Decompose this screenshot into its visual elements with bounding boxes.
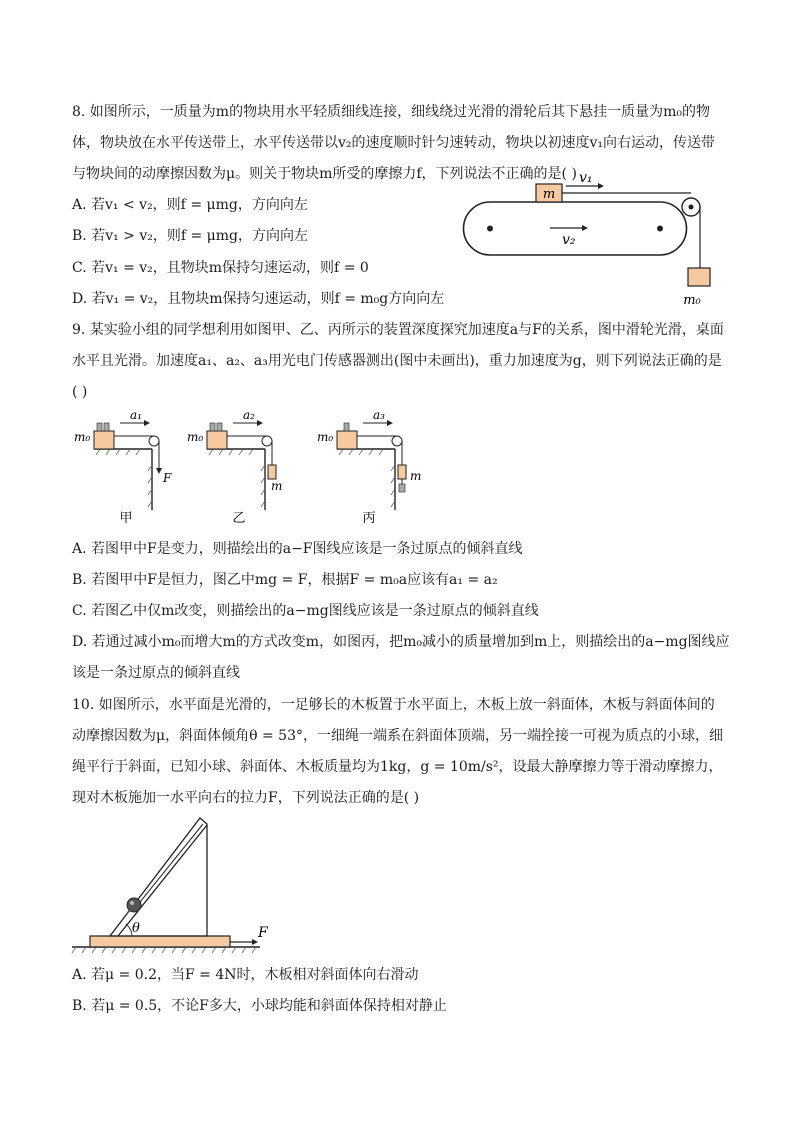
q9-stem-line: ( ) — [72, 384, 88, 400]
theta-label: θ — [132, 921, 140, 936]
q9-option-c[interactable]: C. 若图乙中仅m改变，则描绘出的a−mg图线应该是一条过原点的倾斜直线 — [72, 603, 539, 619]
q10-stem-line: 动摩擦因数为μ，斜面体倾角θ = 53°，一细绳一端系在斜面体顶端，另一端拴接一可视为质点的小球，细 — [72, 728, 723, 744]
q9-figure-yi — [183, 410, 303, 530]
q8-option-a[interactable]: A. 若v₁ < v₂，则f = μmg，方向向左 — [72, 197, 308, 213]
svg-text:m: m — [271, 479, 283, 493]
v1-label: v₁ — [579, 170, 593, 186]
caption-yi: 乙 — [232, 511, 246, 526]
q9-option-b[interactable]: B. 若图甲中F是恒力，图乙中mg = F，根据F = m₀a应该有a₁ = a₂ — [72, 572, 498, 588]
caption-bing: 丙 — [362, 511, 376, 526]
block-m-label: m — [542, 187, 556, 202]
svg-text:a₁: a₁ — [130, 408, 142, 422]
force-f-label: F — [258, 925, 268, 941]
q9-stem-line: 水平且光滑。加速度a₁、a₂、a₃用光电门传感器测出(图中未画出)，重力加速度为g，则下列说法正确的是 — [72, 353, 722, 369]
q8-option-d[interactable]: D. 若v₁ = v₂，且物块m保持匀速运动，则f = m₀g方向向左 — [72, 291, 445, 307]
q8-stem-line: 8. 如图所示，一质量为m的物块用水平轻质细线连接，细线绕过光滑的滑轮后其下悬挂一质量为m₀的物 — [72, 104, 710, 120]
v2-label: v₂ — [562, 232, 576, 248]
hanging-mass-label: m₀ — [683, 293, 701, 308]
svg-text:m₀: m₀ — [187, 430, 204, 444]
q10-option-b[interactable]: B. 若μ = 0.5，不论F多大，小球均能和斜面体保持相对静止 — [72, 998, 447, 1014]
svg-text:m₀: m₀ — [317, 430, 334, 444]
wooden-board — [90, 936, 230, 947]
q9-option-d-cont: 该是一条过原点的倾斜直线 — [72, 665, 240, 681]
q8-conveyor-figure — [470, 170, 730, 310]
q9-figure-jia — [70, 410, 190, 530]
q9-option-a[interactable]: A. 若图甲中F是变力，则描绘出的a−F图线应该是一条过原点的倾斜直线 — [72, 541, 523, 557]
q8-stem-line: 体，物块放在水平传送带上，水平传送带以v₂的速度顺时针匀速转动，物块以初速度v₁向右运动，传送带 — [72, 135, 716, 151]
svg-text:F: F — [163, 471, 172, 485]
svg-text:m₀: m₀ — [74, 430, 91, 444]
svg-text:m: m — [410, 469, 422, 483]
caption-jia: 甲 — [119, 511, 133, 526]
q9-option-d[interactable]: D. 若通过减小m₀而增大m的方式改变m，如图丙，把m₀减小的质量增加到m上，则描绘出的a−mg图线应 — [72, 634, 730, 650]
q10-incline-figure — [70, 812, 290, 962]
q8-option-b[interactable]: B. 若v₁ > v₂，则f = μmg，方向向左 — [72, 228, 309, 244]
q8-option-c[interactable]: C. 若v₁ = v₂，且物块m保持匀速运动，则f = 0 — [72, 260, 369, 276]
q10-option-a[interactable]: A. 若μ = 0.2，当F = 4N时，木板相对斜面体向右滑动 — [72, 967, 419, 983]
q8-stem-line: 与物块间的动摩擦因数为μ。则关于物块m所受的摩擦力f，下列说法不正确的是( ) — [72, 166, 577, 182]
q10-stem-line: 绳平行于斜面，已知小球、斜面体、木板质量均为1kg，g = 10m/s²，设最大静摩擦力等于滑动摩擦力， — [72, 759, 723, 775]
q9-stem-line: 9. 某实验小组的同学想利用如图甲、乙、丙所示的装置深度探究加速度a与F的关系，图中滑轮光滑，桌面 — [72, 322, 724, 338]
q10-stem-line: 10. 如图所示，水平面是光滑的，一足够长的木板置于水平面上，木板上放一斜面体，木板与斜面体间的 — [72, 697, 715, 713]
small-ball — [127, 898, 141, 912]
svg-text:a₃: a₃ — [373, 408, 385, 422]
q10-stem-line: 现对木板施加一水平向右的拉力F，下列说法正确的是( ) — [72, 790, 420, 806]
svg-text:a₂: a₂ — [243, 408, 255, 422]
hanging-mass — [688, 268, 710, 286]
q9-figure-bing — [313, 410, 433, 530]
